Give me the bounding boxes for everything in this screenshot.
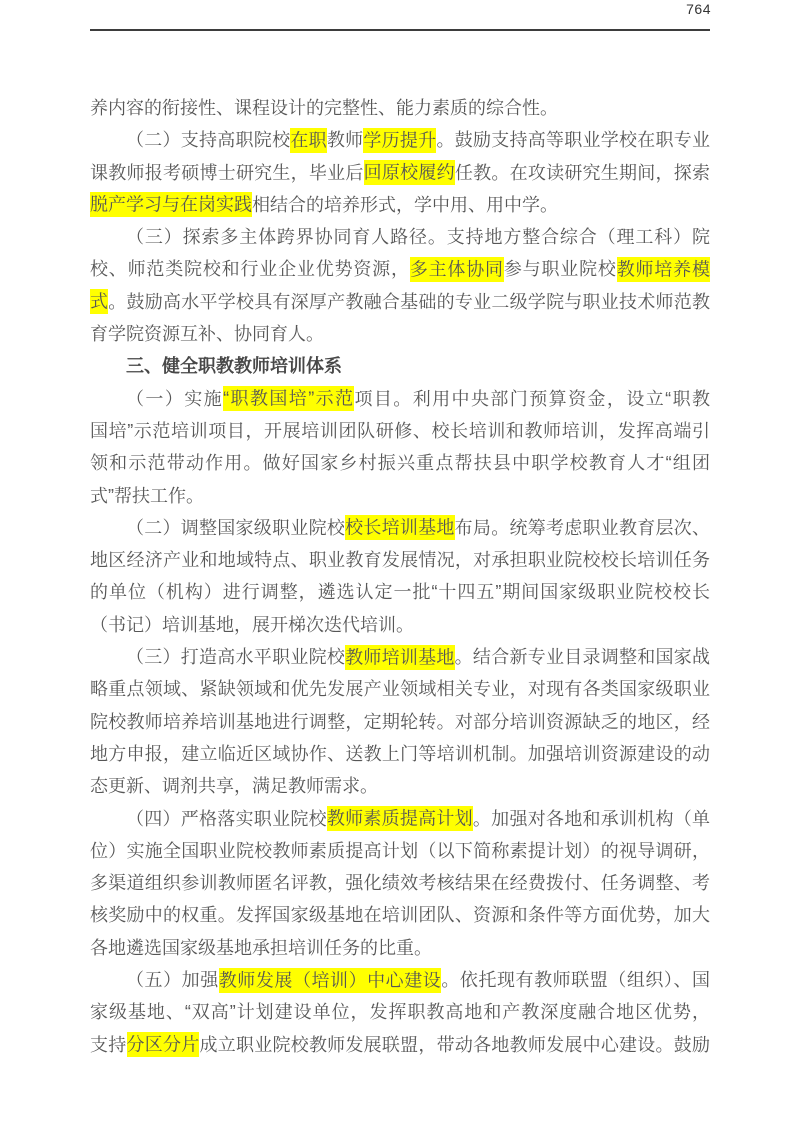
text-segment: 。依托现有教师联盟（组织）、国 [441,970,711,991]
text-line [90,189,710,221]
text-segment: 支持 [90,1034,127,1055]
text-segment: （二）支持高职院校 [126,130,291,151]
highlighted-text: 教师培养模 [617,257,710,282]
text-line [90,899,710,931]
text-line [90,157,710,189]
text-segment: （五）加强 [126,970,219,991]
text-segment: 各地遴选国家级基地承担培训任务的比重。 [90,937,432,958]
highlighted-text: 教师培训基地 [345,645,455,670]
text-segment: 的单位（机构）进行调整，遴选认定一批“十四五”期间国家级职业院校校长 [90,582,710,603]
text-segment: 养内容的衔接性、课程设计的完整性、能力素质的综合性。 [90,98,558,118]
text-line [90,738,710,770]
text-line [90,286,710,318]
text-line [90,576,710,608]
text-segment: （四）严格落实职业院校 [126,808,327,829]
text-line [90,383,710,415]
text-segment: 位）实施全国职业院校教师素质提高计划（以下简称素提计划）的视导调研， [90,840,710,861]
text-segment: 家级基地、“双高”计划建设单位，发挥职教高地和产教深度融合地区优势， [90,1002,710,1023]
text-line [90,673,710,705]
text-segment: （二）调整国家级职业院校 [126,517,346,538]
text-line [90,803,710,835]
text-segment: 布局。统筹考虑职业教育层次、 [454,517,711,538]
text-segment: 校、师范类院校和行业企业优势资源， [90,259,410,280]
text-segment: 。加强对各地和承训机构（单 [472,808,711,829]
highlighted-text: 教师发展（培训）中心建设 [219,968,442,993]
text-line [90,641,710,673]
text-segment: 领和示范带动作用。做好国家乡村振兴重点帮扶县中职学校教育人才“组团 [90,453,710,474]
text-line [90,92,710,124]
text-segment: 。结合新专业目录调整和国家战 [454,647,711,668]
text-line [90,867,710,899]
text-segment: （三）打造高水平职业院校 [126,647,346,668]
text-segment: 成立职业院校教师发展联盟，带动各地教师发展中心建设。鼓励 [199,1034,711,1055]
text-line [90,1029,710,1061]
text-segment: 课教师报考硕博士研究生，毕业后 [90,162,364,183]
highlighted-text: 式 [90,289,108,314]
highlighted-text: 教师素质提高计划 [327,806,473,831]
text-line [90,512,710,544]
text-line [90,318,710,350]
text-segment: 略重点领域、紧缺领域和优先发展产业领域相关专业，对现有各类国家级职业 [90,679,710,700]
document-body [90,92,710,1061]
highlighted-text: 回原校履约 [364,160,455,185]
text-line [90,835,710,867]
text-segment: 多渠道组织参训教师匿名评教，强化绩效考核结果在经费拨付、任务调整、考 [90,873,710,894]
text-segment: 项目。利用中央部门预算资金，设立“职教 [354,388,710,409]
text-segment: 态更新、调剂共享，满足教师需求。 [90,776,378,797]
text-line [90,964,710,996]
text-line [90,447,710,479]
highlighted-text: 脱产学习与在岗实践 [90,192,252,217]
text-line [90,221,710,253]
text-line [90,609,710,641]
highlighted-text: 在职 [290,128,327,153]
highlighted-text: 多主体协同 [410,257,504,282]
header-divider-rule [90,29,710,31]
highlighted-text: 分区分片 [127,1032,200,1057]
text-line [90,706,710,738]
text-segment: 教师 [326,130,364,151]
text-segment: 育学院资源互补、协同育人。 [90,324,324,345]
text-line [90,480,710,512]
text-segment: 式”帮扶工作。 [90,485,204,506]
text-line [90,932,710,964]
text-line [90,415,710,447]
text-segment: 参与职业院校 [503,259,617,280]
highlighted-text: 学历提升 [363,128,436,153]
text-segment: 相结合的培养形式，学中用、用中学。 [252,194,558,215]
highlighted-text: “职教国培”示范 [223,386,354,411]
highlighted-text: 校长培训基地 [345,515,455,540]
text-line [90,996,710,1028]
text-line [90,124,710,156]
text-segment: 三、健全职教教师培训体系 [126,356,342,377]
section-heading [90,350,710,382]
text-segment: 国培”示范培训项目，开展培训团队研修、校长培训和教师培训，发挥高端引 [90,420,710,441]
text-segment: 院校教师培养培训基地进行调整，定期轮转。对部分培训资源缺乏的地区，经 [90,711,710,732]
text-segment: （三）探索多主体跨界协同育人路径。支持地方整合综合（理工科）院 [126,227,710,248]
page-number: 764 [686,1,711,17]
text-segment: （书记）培训基地，展开梯次迭代培训。 [90,614,414,635]
text-segment: （一）实施 [126,388,224,409]
text-line [90,253,710,285]
text-segment: 地区经济产业和地域特点、职业教育发展情况，对承担职业院校校长培训任务 [90,550,710,571]
text-segment: 核奖励中的权重。发挥国家级基地在培训团队、资源和条件等方面优势，加大 [90,905,710,926]
text-segment: 地方申报，建立临近区域协作、送教上门等培训机制。加强培训资源建设的动 [90,743,710,764]
text-segment: 任教。在攻读研究生期间，探索 [454,162,711,183]
text-line [90,544,710,576]
text-segment: 。鼓励高水平学校具有深厚产教融合基础的专业二级学院与职业技术师范教 [108,291,711,312]
text-segment: 。鼓励支持高等职业学校在职专业 [436,130,711,151]
text-line [90,770,710,802]
